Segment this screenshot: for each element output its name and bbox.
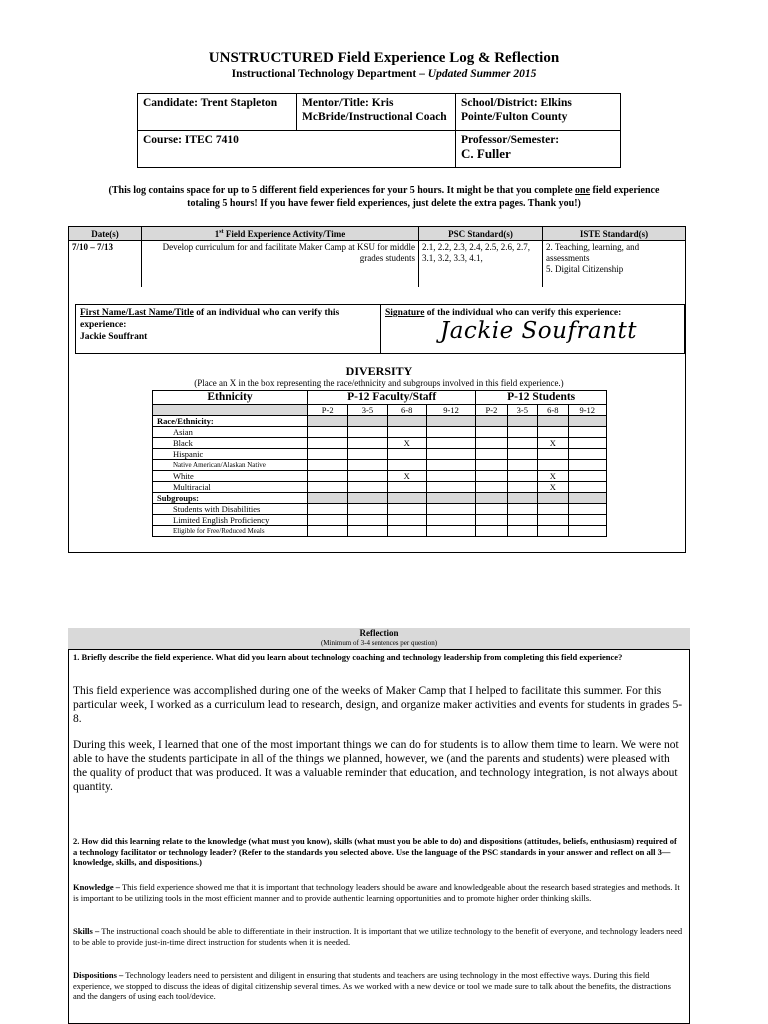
diversity-mark-cell [538,427,568,438]
diversity-mark-cell [507,471,537,482]
students-header: P-12 Students [476,391,607,405]
section-shade-cell [308,416,348,427]
ethnicity-header: Ethnicity [153,391,308,405]
verifier-name-label: First Name/Last Name/Title [80,308,194,318]
diversity-mark-cell: X [538,482,568,493]
iste-standard-1: 2. Teaching, learning, and assessments [546,242,640,263]
diversity-mark-cell [476,449,507,460]
diversity-row-label: Multiracial [153,482,308,493]
diversity-mark-cell [568,427,606,438]
diversity-mark-cell [476,482,507,493]
school-cell: School/District: Elkins Pointe/Fulton County [456,94,621,131]
subgroups-label: Subgroups: [153,493,308,504]
diversity-title: DIVERSITY [345,364,413,378]
dispositions-label: Dispositions – [73,970,124,980]
section-shade-cell [538,416,568,427]
diversity-mark-cell [568,438,606,449]
grade-header: 9-12 [426,405,475,416]
diversity-mark-cell [507,504,537,515]
reflection-subtitle: (Minimum of 3-4 sentences per question) [320,639,438,647]
note-emphasis: one [575,185,591,196]
diversity-mark-cell [476,460,507,471]
verifier-name-cell [76,305,381,354]
iste-value [543,241,686,288]
knowledge-label: Knowledge – [73,882,120,892]
skills-paragraph [73,926,685,947]
verifier-name: Jackie Souffrant [80,332,148,342]
section-shade-cell [568,416,606,427]
diversity-mark-cell [568,471,606,482]
diversity-mark-cell [538,460,568,471]
diversity-mark-cell [387,526,426,537]
diversity-row [153,471,607,482]
faculty-header: P-12 Faculty/Staff [308,391,476,405]
department: Instructional Technology Department – [231,68,425,80]
diversity-mark-cell [568,504,606,515]
diversity-mark-cell [348,438,387,449]
diversity-mark-cell [476,515,507,526]
diversity-mark-cell [387,504,426,515]
diversity-mark-cell [348,515,387,526]
diversity-mark-cell [387,460,426,471]
diversity-mark-cell: X [387,471,426,482]
candidate-info-table [137,93,621,168]
diversity-mark-cell [348,526,387,537]
diversity-mark-cell [426,460,475,471]
knowledge-text: This field experience showed me that it is important that technology leaders should be aware and knowledgeable about the research based strategies and methods. It is important to be utilizing tools in the most efficient manner and to provide authentic learning opportunities and to promote higher order thinking skills. [73,882,680,903]
field-experience-table [68,226,686,287]
diversity-mark-cell [476,438,507,449]
diversity-mark-cell [507,438,537,449]
verifier-name-rest: of an individual who can verify this experience: [80,308,340,330]
diversity-mark-cell [476,471,507,482]
reflection-header [68,628,690,650]
section-shade-cell [387,416,426,427]
activity-value: Develop curriculum for and facilitate Maker Camp at KSU for middle grades students [142,241,419,288]
grade-header: 9-12 [568,405,606,416]
professor-cell [456,131,621,168]
activity-header-num: 1 [214,228,220,239]
diversity-mark-cell [426,526,475,537]
answer-1-paragraph-1: This field experience was accomplished during one of the weeks of Maker Camp that I helped to facilitate this summer. For this particular week, I worked as a curriculum lead to research, design, and organize maker activities and events for students in grades 5-8. [73,685,683,725]
diversity-mark-cell [348,449,387,460]
dates-value: 7/10 – 7/13 [69,241,142,288]
diversity-mark-cell [387,515,426,526]
diversity-mark-cell [507,427,537,438]
diversity-row [153,438,607,449]
section-shade-cell [348,493,387,504]
course-cell: Course: ITEC 7410 [138,131,456,168]
diversity-mark-cell [507,460,537,471]
section-shade-cell [348,416,387,427]
knowledge-paragraph [73,882,685,903]
diversity-row [153,504,607,515]
section-shade-cell [568,493,606,504]
diversity-mark-cell [426,427,475,438]
dispositions-paragraph [73,970,685,1002]
mentor-cell: Mentor/Title: Kris McBride/Instructional Coach [297,94,456,131]
diversity-mark-cell [308,482,348,493]
diversity-mark-cell [308,438,348,449]
diversity-mark-cell [476,504,507,515]
diversity-mark-cell: X [387,438,426,449]
diversity-mark-cell [348,427,387,438]
diversity-mark-cell [426,471,475,482]
answer-1-paragraph-2: During this week, I learned that one of the most important things we can do for students is to allow them time to learn. We were not able to have the students participate in all of the things we planned, however, we (and the parents and students) were pleased with the quality of product that was produced. It was a valuable reminder that education, and technology integration, is not always about quantity. [73,739,679,793]
diversity-mark-cell [308,460,348,471]
diversity-mark-cell [308,449,348,460]
diversity-table [152,390,607,537]
diversity-mark-cell [426,504,475,515]
diversity-mark-cell [348,460,387,471]
diversity-row-label: Students with Disabilities [153,504,308,515]
diversity-row [153,515,607,526]
grade-header: P-2 [308,405,348,416]
section-shade-cell [476,416,507,427]
psc-value: 2.1, 2.2, 2.3, 2.4, 2.5, 2.6, 2.7, 3.1, 3.2, 3.3, 4.1, [419,241,543,288]
skills-label: Skills – [73,926,100,936]
question-1: 1. Briefly describe the field experience. What did you learn about technology coaching and technology leadership from completing this field experience? [73,652,623,662]
diversity-mark-cell [308,515,348,526]
section-shade-cell [426,416,475,427]
diversity-mark-cell [426,449,475,460]
diversity-mark-cell [348,504,387,515]
diversity-mark-cell [568,526,606,537]
iste-header: ISTE Standard(s) [543,227,686,241]
dispositions-text: Technology leaders need to persistent and diligent in ensuring that students and teachers are using technology in the most effective ways. During this field experience, we stopped to discuss the ideas of digital citizenship several times. As we worked with a new device or tool we made sure to talk about the benefits, the distractions and the dangers of using each tool/device. [73,970,671,1001]
diversity-row-label: Hispanic [153,449,308,460]
diversity-mark-cell [507,526,537,537]
activity-header-sup: st [219,228,224,235]
diversity-row [153,460,607,471]
diversity-mark-cell [568,482,606,493]
diversity-mark-cell [426,438,475,449]
diversity-mark-cell [568,460,606,471]
diversity-mark-cell [308,427,348,438]
diversity-row [153,427,607,438]
section-shade-cell [426,493,475,504]
diversity-mark-cell [387,449,426,460]
diversity-row-label: Limited English Proficiency [153,515,308,526]
diversity-row-label: Black [153,438,308,449]
diversity-mark-cell: X [538,438,568,449]
diversity-mark-cell [476,526,507,537]
diversity-mark-cell [538,504,568,515]
reflection-title: Reflection [359,628,399,638]
grade-header: 3-5 [348,405,387,416]
diversity-mark-cell: X [538,471,568,482]
note-part-1: (This log contains space for up to 5 different field experiences for your 5 hours. It might be that you complete [108,185,573,196]
diversity-mark-cell [348,482,387,493]
diversity-row [153,449,607,460]
activity-header-text: Field Experience Activity/Time [225,228,346,239]
diversity-mark-cell [507,515,537,526]
updated-date: Updated Summer 2015 [427,68,537,80]
candidate-cell: Candidate: Trent Stapleton [138,94,297,131]
diversity-mark-cell [426,482,475,493]
question-2: 2. How did this learning relate to the knowledge (what must you know), skills (what must you be able to do) and dispositions (attitudes, beliefs, enthusiasm) required of a technology facilitator or technology leader? (Refer to the standards you selected above. Use the language of the PSC standards in your answer and reflect on all 3—knowledge, skills, and dispositions.) [73,836,677,867]
diversity-mark-cell [476,427,507,438]
diversity-mark-cell [308,504,348,515]
dates-header: Date(s) [69,227,142,241]
section-shade-cell [538,493,568,504]
grade-header: 6-8 [387,405,426,416]
diversity-row [153,526,607,537]
diversity-mark-cell [507,482,537,493]
handwritten-signature: Jackie Soufrantt [440,318,637,344]
diversity-mark-cell [507,449,537,460]
professor-name: C. Fuller [461,146,511,161]
diversity-subtitle: (Place an X in the box representing the race/ethnicity and subgroups involved in this field experience.) [194,378,564,388]
diversity-mark-cell [538,526,568,537]
grade-header: 3-5 [507,405,537,416]
signature-label: Signature [385,308,425,318]
diversity-mark-cell [568,515,606,526]
diversity-mark-cell [308,526,348,537]
diversity-mark-cell [568,449,606,460]
diversity-row-label: Eligible for Free/Reduced Meals [153,526,308,537]
section-shade-cell [308,493,348,504]
race-ethnicity-label: Race/Ethnicity: [153,416,308,427]
signature-rest: of the individual who can verify this experience: [426,308,622,318]
instructions-note [100,184,668,210]
diversity-mark-cell [387,427,426,438]
skills-text: The instructional coach should be able to differentiate in their instruction. It is important that we utilize technology to the benefit of everyone, and technology leaders need to be able to provide just-in-time direct instruction for students when it is needed. [73,926,683,947]
professor-label: Professor/Semester: [461,134,560,146]
grade-header: P-2 [476,405,507,416]
diversity-mark-cell [426,515,475,526]
section-shade-cell [507,416,537,427]
diversity-mark-cell [308,471,348,482]
diversity-row-label: White [153,471,308,482]
diversity-row-label: Native American/Alaskan Native [153,460,308,471]
iste-standard-2: 5. Digital Citizenship [546,264,624,274]
section-shade-cell [476,493,507,504]
note-part-2: field experience totaling 5 hours! If you have fewer field experiences, just delete the extra pages. Thank you!) [187,185,660,209]
page-subtitle [0,68,768,80]
diversity-row [153,482,607,493]
diversity-mark-cell [538,449,568,460]
diversity-mark-cell [538,515,568,526]
section-shade-cell [387,493,426,504]
diversity-mark-cell [348,471,387,482]
activity-header [142,227,419,241]
grade-corner [153,405,308,416]
psc-header: PSC Standard(s) [419,227,543,241]
diversity-row-label: Asian [153,427,308,438]
page-title: UNSTRUCTURED Field Experience Log & Reflection [208,50,560,66]
diversity-mark-cell [387,482,426,493]
grade-header: 6-8 [538,405,568,416]
section-shade-cell [507,493,537,504]
